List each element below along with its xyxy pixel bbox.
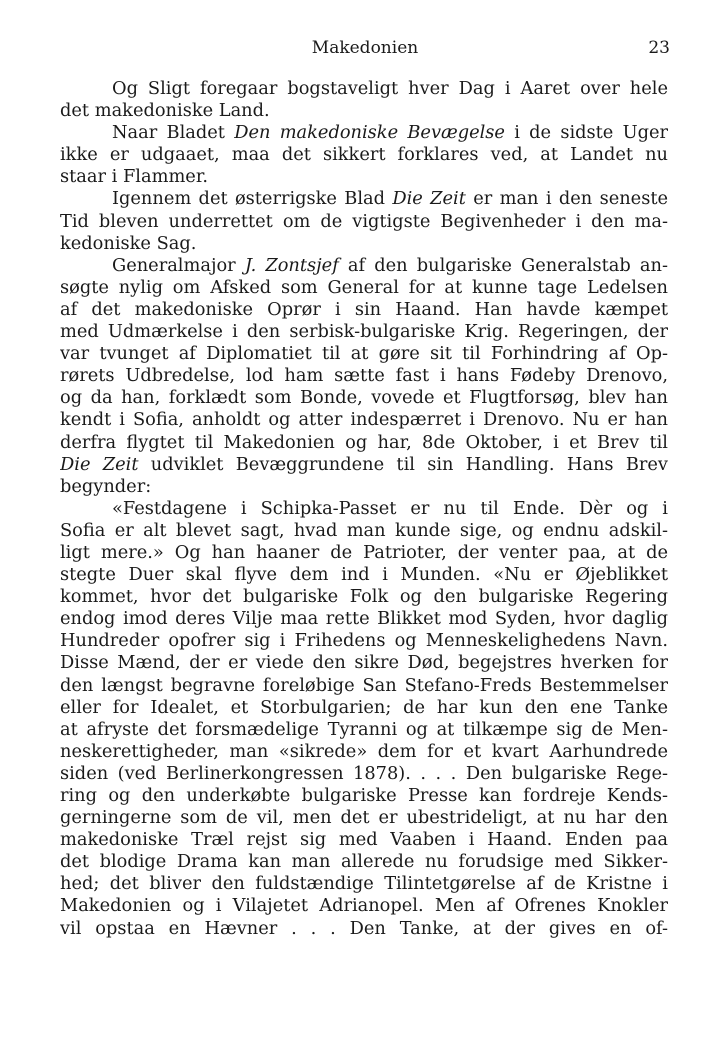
- text-line: Igennem det østerrigske Blad Die Zeit er man i den seneste: [112, 188, 668, 210]
- running-header: [60, 38, 670, 60]
- text-line: kedoniske Sag.: [60, 232, 197, 254]
- text-line: med Udmærkelse i den serbisk-bulgariske Krig. Regeringen, der: [60, 321, 668, 343]
- text-line: ikke er udgaaet, maa det sikkert forklares ved, at Landet nu: [60, 144, 668, 166]
- text-line: stegte Duer skal flyve dem ind i Munden. «Nu er Øjeblikket: [60, 564, 668, 586]
- text-line: Naar Bladet Den makedoniske Bevægelse i de sidste Uger: [112, 122, 668, 144]
- text-line: rørets Udbredelse, lod ham sætte fast i hans Fødeby Drenovo,: [60, 365, 668, 387]
- text-line: Og Sligt foregaar bogstaveligt hver Dag i Aaret over hele: [112, 78, 668, 99]
- text-line: af det makedoniske Oprør i sin Haand. Han havde kæmpet: [60, 298, 668, 320]
- text-line: Generalmajor J. Zontsjef af den bulgariske Generalstab an-: [112, 254, 668, 276]
- running-title: Makedonien: [311, 38, 419, 58]
- text-line: Disse Mænd, der er viede den sikre Død, begejstres hverken for: [60, 652, 668, 674]
- text-line: neskerettigheder, man «sikrede» dem for et kvart Aarhundrede: [60, 740, 668, 762]
- text-line: begynder:: [60, 475, 152, 497]
- text-line: vil opstaa en Hævner . . . Den Tanke, at der gives en of-: [60, 917, 668, 939]
- text-line: det blodige Drama kan man allerede nu forudsige med Sikker-: [60, 851, 668, 873]
- text-line: søgte nylig om Afsked som General for at kunne tage Ledelsen: [60, 276, 668, 298]
- text-line: endog imod deres Vilje maa rette Blikket mod Syden, hvor daglig: [60, 608, 668, 630]
- text-line: kendt i Sofia, anholdt og atter indespærret i Drenovo. Nu er han: [60, 409, 668, 431]
- text-line: ring og den underkøbte bulgariske Presse kan fordreje Kends-: [60, 785, 668, 806]
- text-line: og da han, forklædt som Bonde, vovede et Flugtforsøg, blev han: [60, 387, 668, 409]
- text-line: Makedonien og i Vilajetet Adrianopel. Men af Ofrenes Knokler: [60, 895, 668, 917]
- text-line: Sofia er alt blevet sagt, hvad man kunde sige, og endnu adskil-: [60, 519, 668, 541]
- text-line: ligt mere.» Og han haaner de Patrioter, der venter paa, at de: [60, 541, 668, 563]
- text-line: eller for Idealet, et Storbulgarien; de har kun den ene Tanke: [60, 696, 668, 718]
- text-line: kommet, hvor det bulgariske Folk og den bulgariske Regering: [60, 586, 668, 608]
- text-line: Tid bleven underrettet om de vigtigste Begivenheder i den ma-: [60, 210, 668, 232]
- page-number: 23: [648, 38, 670, 58]
- text-line: «Festdagene i Schipka-Passet er nu til Ende. Dèr og i: [112, 497, 668, 519]
- text-line: siden (ved Berlinerkongressen 1878). . . . Den bulgariske Rege-: [60, 762, 668, 784]
- text-line: det makedoniske Land.: [60, 100, 270, 122]
- text-line: var tvunget af Diplomatiet til at gøre sit til Forhindring af Op-: [60, 343, 668, 365]
- text-line: makedoniske Træl rejst sig med Vaaben i Haand. Enden paa: [60, 829, 668, 851]
- text-line: Hundreder opofrer sig i Frihedens og Menneskelighedens Navn.: [60, 630, 668, 652]
- text-line: hed; det bliver den fuldstændige Tilintetgørelse af de Kristne i: [60, 873, 668, 895]
- text-line: den længst begravne foreløbige San Stefano-Freds Bestemmelser: [60, 674, 668, 696]
- text-line: gerningerne som de vil, men det er ubestrideligt, at nu har den: [60, 807, 668, 829]
- text-line: Die Zeit udviklet Bevæggrundene til sin Handling. Hans Brev: [60, 453, 668, 475]
- text-line: derfra flygtet til Makedonien og har, 8de Oktober, i et Brev til: [60, 431, 668, 453]
- text-line: at afryste det forsmædelige Tyranni og at tilkæmpe sig de Men-: [60, 718, 668, 740]
- body-text: [60, 78, 668, 940]
- text-line: staar i Flammer.: [60, 166, 209, 188]
